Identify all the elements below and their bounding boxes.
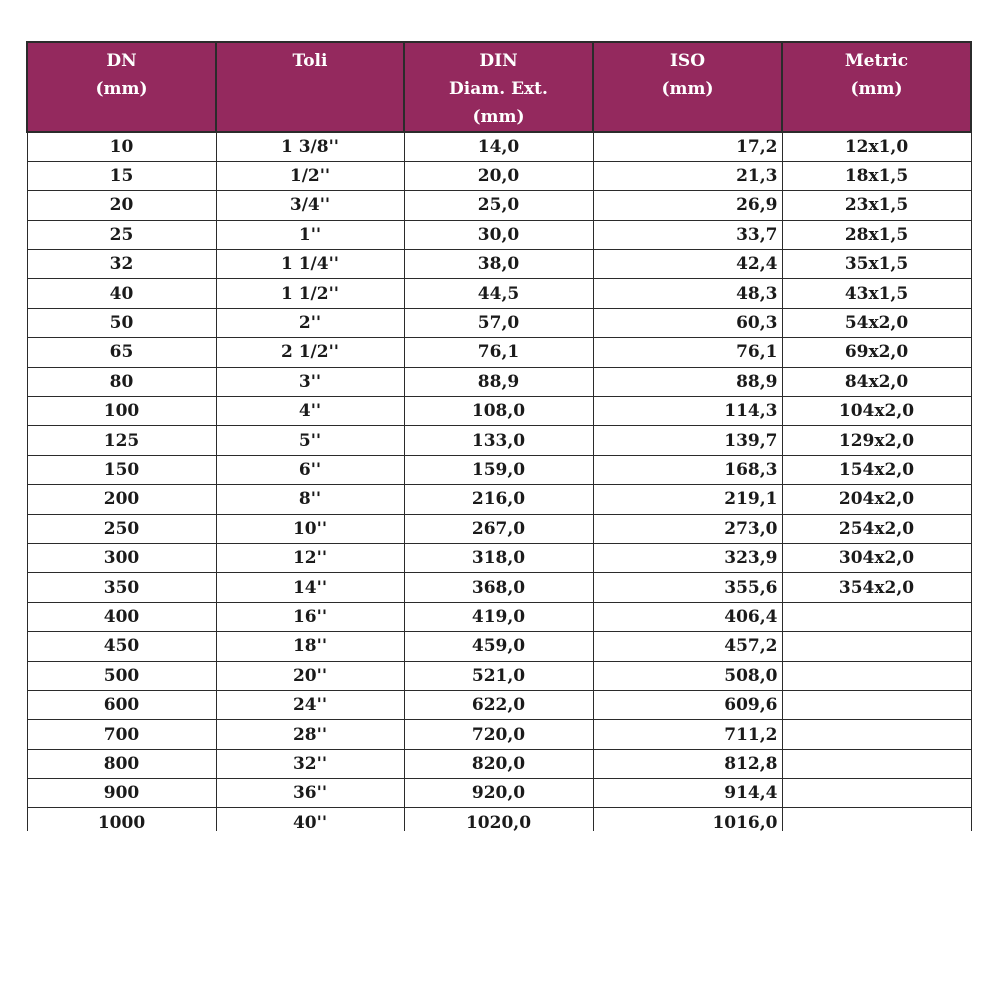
cell-dn: 250 [27, 514, 216, 543]
table-row [27, 455, 971, 484]
cell-metric: 254x2,0 [782, 514, 971, 543]
table-row [27, 720, 971, 749]
table-row [27, 338, 971, 367]
cell-din: 108,0 [404, 397, 593, 426]
cell-toli: 28'' [216, 720, 404, 749]
cell-metric [782, 690, 971, 719]
cell-toli: 6'' [216, 455, 404, 484]
header-din-line-1: DIN [479, 51, 518, 71]
cell-metric [782, 808, 971, 831]
cell-toli: 14'' [216, 573, 404, 602]
cell-din: 368,0 [404, 573, 593, 602]
cell-dn: 20 [27, 191, 216, 220]
cell-din: 76,1 [404, 338, 593, 367]
table-row [27, 690, 971, 719]
header-iso [593, 42, 782, 132]
table-row [27, 632, 971, 661]
cell-iso: 323,9 [593, 543, 782, 572]
cell-dn: 65 [27, 338, 216, 367]
cell-din: 1020,0 [404, 808, 593, 831]
cell-iso: 168,3 [593, 455, 782, 484]
table-row [27, 514, 971, 543]
cell-toli: 3'' [216, 367, 404, 396]
table-row [27, 220, 971, 249]
cell-iso: 114,3 [593, 397, 782, 426]
table-row [27, 191, 971, 220]
cell-toli: 3/4'' [216, 191, 404, 220]
table-row [27, 161, 971, 190]
cell-toli: 18'' [216, 632, 404, 661]
table-row [27, 132, 971, 161]
header-dn-line-1: DN [106, 51, 137, 71]
cell-dn: 700 [27, 720, 216, 749]
cell-metric: 12x1,0 [782, 132, 971, 161]
cell-metric: 304x2,0 [782, 543, 971, 572]
cell-metric: 28x1,5 [782, 220, 971, 249]
cell-iso: 457,2 [593, 632, 782, 661]
cell-iso: 60,3 [593, 308, 782, 337]
cell-toli: 5'' [216, 426, 404, 455]
table-header [27, 42, 971, 132]
cell-din: 216,0 [404, 485, 593, 514]
cell-dn: 125 [27, 426, 216, 455]
table-row [27, 308, 971, 337]
cell-iso: 139,7 [593, 426, 782, 455]
cell-iso: 609,6 [593, 690, 782, 719]
cell-din: 57,0 [404, 308, 593, 337]
cell-toli: 20'' [216, 661, 404, 690]
cell-dn: 80 [27, 367, 216, 396]
cell-metric: 354x2,0 [782, 573, 971, 602]
header-dn [27, 42, 216, 132]
pipe-dimension-table-container [26, 41, 972, 831]
cell-iso: 42,4 [593, 250, 782, 279]
table-row [27, 602, 971, 631]
cell-toli: 1/2'' [216, 161, 404, 190]
cell-dn: 600 [27, 690, 216, 719]
cell-dn: 400 [27, 602, 216, 631]
cell-toli: 1 1/2'' [216, 279, 404, 308]
cell-metric [782, 632, 971, 661]
cell-dn: 150 [27, 455, 216, 484]
cell-din: 159,0 [404, 455, 593, 484]
cell-metric: 69x2,0 [782, 338, 971, 367]
cell-toli: 1 3/8'' [216, 132, 404, 161]
cell-dn: 800 [27, 749, 216, 778]
cell-din: 30,0 [404, 220, 593, 249]
cell-metric [782, 602, 971, 631]
cell-toli: 1 1/4'' [216, 250, 404, 279]
table-body [27, 132, 971, 831]
header-toli [216, 42, 404, 132]
cell-toli: 2 1/2'' [216, 338, 404, 367]
cell-metric [782, 749, 971, 778]
header-din [404, 42, 593, 132]
header-toli-line-1: Toli [292, 51, 328, 71]
cell-din: 44,5 [404, 279, 593, 308]
cell-din: 459,0 [404, 632, 593, 661]
cell-iso: 21,3 [593, 161, 782, 190]
cell-toli: 16'' [216, 602, 404, 631]
cell-din: 133,0 [404, 426, 593, 455]
cell-dn: 40 [27, 279, 216, 308]
cell-din: 820,0 [404, 749, 593, 778]
cell-toli: 10'' [216, 514, 404, 543]
cell-din: 267,0 [404, 514, 593, 543]
table-row [27, 397, 971, 426]
cell-dn: 15 [27, 161, 216, 190]
cell-metric: 104x2,0 [782, 397, 971, 426]
cell-din: 25,0 [404, 191, 593, 220]
table-row [27, 250, 971, 279]
cell-metric: 43x1,5 [782, 279, 971, 308]
cell-iso: 26,9 [593, 191, 782, 220]
table-row [27, 543, 971, 572]
cell-dn: 25 [27, 220, 216, 249]
cell-dn: 200 [27, 485, 216, 514]
table-row [27, 808, 971, 831]
cell-din: 14,0 [404, 132, 593, 161]
cell-metric: 154x2,0 [782, 455, 971, 484]
cell-dn: 300 [27, 543, 216, 572]
header-din-line-3: (mm) [472, 107, 525, 127]
header-din-line-2: Diam. Ext. [449, 79, 548, 99]
cell-dn: 350 [27, 573, 216, 602]
cell-iso: 812,8 [593, 749, 782, 778]
cell-metric: 18x1,5 [782, 161, 971, 190]
cell-din: 318,0 [404, 543, 593, 572]
cell-metric: 84x2,0 [782, 367, 971, 396]
cell-din: 38,0 [404, 250, 593, 279]
header-metric [782, 42, 971, 132]
cell-iso: 273,0 [593, 514, 782, 543]
cell-din: 622,0 [404, 690, 593, 719]
table-row [27, 279, 971, 308]
cell-toli: 4'' [216, 397, 404, 426]
header-metric-line-2: (mm) [850, 79, 903, 99]
cell-din: 419,0 [404, 602, 593, 631]
table-row [27, 426, 971, 455]
cell-iso: 33,7 [593, 220, 782, 249]
cell-toli: 24'' [216, 690, 404, 719]
table-row [27, 779, 971, 808]
cell-toli: 1'' [216, 220, 404, 249]
cell-metric: 23x1,5 [782, 191, 971, 220]
cell-iso: 508,0 [593, 661, 782, 690]
cell-dn: 100 [27, 397, 216, 426]
cell-toli: 36'' [216, 779, 404, 808]
table-row [27, 573, 971, 602]
cell-iso: 711,2 [593, 720, 782, 749]
table-row [27, 485, 971, 514]
header-iso-line-2: (mm) [661, 79, 714, 99]
cell-metric: 204x2,0 [782, 485, 971, 514]
table-row [27, 749, 971, 778]
cell-din: 521,0 [404, 661, 593, 690]
header-dn-line-2: (mm) [95, 79, 148, 99]
cell-din: 720,0 [404, 720, 593, 749]
cell-dn: 10 [27, 132, 216, 161]
cell-metric [782, 720, 971, 749]
cell-dn: 32 [27, 250, 216, 279]
cell-toli: 12'' [216, 543, 404, 572]
cell-din: 920,0 [404, 779, 593, 808]
cell-metric [782, 661, 971, 690]
cell-dn: 450 [27, 632, 216, 661]
table-row [27, 367, 971, 396]
cell-toli: 40'' [216, 808, 404, 831]
cell-iso: 355,6 [593, 573, 782, 602]
cell-iso: 76,1 [593, 338, 782, 367]
cell-iso: 48,3 [593, 279, 782, 308]
cell-iso: 1016,0 [593, 808, 782, 831]
header-row [27, 42, 971, 132]
pipe-dimension-table [26, 41, 972, 831]
cell-din: 20,0 [404, 161, 593, 190]
table-row [27, 661, 971, 690]
cell-iso: 219,1 [593, 485, 782, 514]
cell-din: 88,9 [404, 367, 593, 396]
cell-metric: 129x2,0 [782, 426, 971, 455]
cell-metric: 54x2,0 [782, 308, 971, 337]
cell-dn: 50 [27, 308, 216, 337]
cell-iso: 406,4 [593, 602, 782, 631]
header-metric-line-1: Metric [844, 51, 909, 71]
cell-iso: 88,9 [593, 367, 782, 396]
cell-metric [782, 779, 971, 808]
cell-dn: 500 [27, 661, 216, 690]
cell-iso: 914,4 [593, 779, 782, 808]
header-iso-line-1: ISO [669, 51, 706, 71]
cell-toli: 32'' [216, 749, 404, 778]
cell-dn: 900 [27, 779, 216, 808]
cell-iso: 17,2 [593, 132, 782, 161]
cell-dn: 1000 [27, 808, 216, 831]
cell-metric: 35x1,5 [782, 250, 971, 279]
cell-toli: 2'' [216, 308, 404, 337]
cell-toli: 8'' [216, 485, 404, 514]
